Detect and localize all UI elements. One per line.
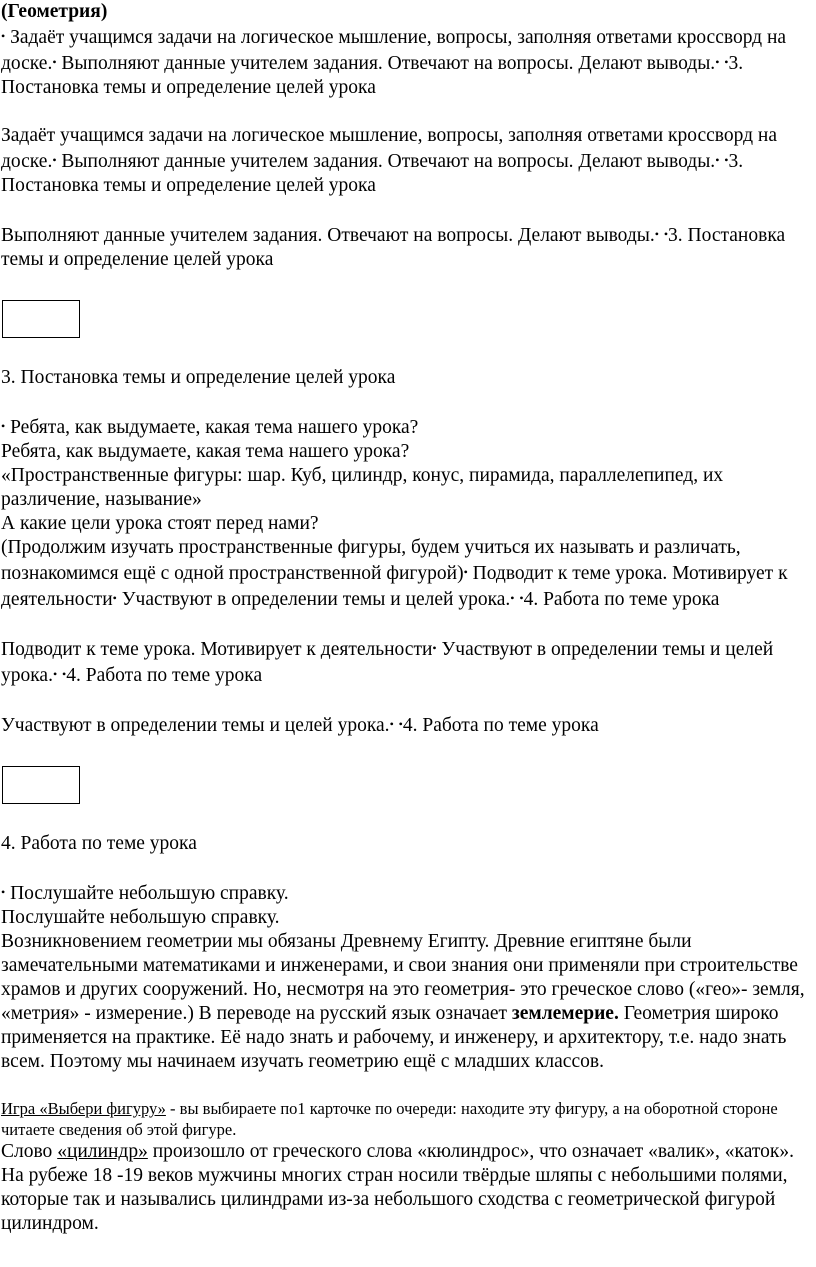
question-1: Ребята, как выдумаете, какая тема нашего урока? [1, 441, 410, 462]
bullet-icon: • [715, 153, 720, 167]
question-bullet: • Ребята, как выдумаете, какая тема нашего урока? [1, 417, 419, 438]
question-2: А какие цели урока стоят перед нами? [1, 513, 319, 534]
geometry-history-paragraph: Возникновением геометрии мы обязаны Древнему Египту. Древние египтяне были замечательными математиками и инженерами, и свои знания они применяли при строительстве храмов и других сооружений. Но, несмотря на это геометрия- это греческое слово («гео»- земля, «метрия» - измерение.) В переводе на русский язык означает землемерие. Геометрия широко применяется на практике. Её надо знать и рабочему, и инженеру, и архитектору, т.е. надо знать всем. Поэтому мы начинаем изучать геометрию ещё с младших классов. [1, 931, 805, 1072]
paragraph-student-activity-1: Выполняют данные учителем задания. Отвечают на вопросы. Делают выводы.• •3. Постановка темы и определение целей урока [1, 225, 786, 270]
bullet-icon: • [724, 55, 729, 69]
bullet-icon: • [398, 717, 403, 731]
cylinder-word: «цилиндр» [57, 1141, 148, 1162]
answer-1: «Пространственные фигуры: шар. Куб, цилиндр, конус, пирамида, параллелепипед, их различение, называние» [1, 465, 724, 510]
paragraph-teacher-activity-3: Подводит к теме урока. Мотивирует к деятельности• Участвуют в определении темы и целей урока.• •4. Работа по теме урока [1, 639, 774, 686]
bullet-icon: • [663, 227, 669, 241]
game-paragraph: Игра «Выбери фигуру» - вы выбираете по1 карточке по очереди: находите эту фигуру, а на оборотной стороне читаете сведения об этой фигуре. [1, 1099, 778, 1139]
section-3-title: 3. Постановка темы и определение целей урока [1, 367, 396, 388]
bullet-icon: • [654, 227, 659, 241]
bullet-icon: • [463, 565, 468, 579]
listen-line: Послушайте небольшую справку. [1, 907, 280, 928]
empty-table-cell [2, 766, 80, 804]
paragraph-student-activity-2: Участвуют в определении темы и целей урока.• •4. Работа по теме урока [1, 715, 599, 736]
bullet-icon: • [1, 29, 6, 43]
paragraph-teacher-activity-2: Задаёт учащимся задачи на логическое мышление, вопросы, заполняя ответами кроссворд на доске.• Выполняют данные учителем задания. Отвечают на вопросы. Делают выводы.• •3. Постановка темы и определение целей урока [1, 125, 777, 196]
bullet-icon: • [52, 153, 57, 167]
bullet-icon: • [52, 667, 58, 681]
bullet-icon: • [510, 591, 515, 605]
empty-table-cell [2, 300, 80, 338]
cylinder-paragraph: Слово «цилиндр» произошло от греческого слова «кюлиндрос», что означает «валик», «каток». На рубеже 18 -19 веков мужчины многих стран носили твёрдые шляпы с небольшими полями, которые так и назывались цилиндрами из-за небольшого сходства с геометрической фигурой цилиндром. [1, 1141, 795, 1234]
bullet-icon: • [389, 717, 394, 731]
answer-2: (Продолжим изучать пространственные фигуры, будем учиться их называть и различать, познакомимся ещё с одной пространственной фигурой)• Подводит к теме урока. Мотивирует к деятельности• Участвуют в определении темы и целей урока.• •4. Работа по теме урока [1, 537, 788, 610]
bullet-icon: • [112, 591, 117, 605]
bullet-icon: • [62, 667, 67, 681]
game-title: Игра «Выбери фигуру» [1, 1099, 166, 1118]
bullet-icon: • [1, 885, 6, 899]
paragraph-teacher-activity-1: • Задаёт учащимся задачи на логическое мышление, вопросы, заполняя ответами кроссворд на доске.• Выполняют данные учителем задания. Отвечают на вопросы. Делают выводы.• •3. Постановка темы и определение целей урока [1, 27, 787, 98]
heading: (Геометрия) [1, 1, 108, 22]
bullet-icon: • [52, 55, 57, 69]
bullet-icon: • [1, 419, 6, 433]
bullet-icon: • [432, 641, 437, 655]
bullet-icon: • [519, 591, 524, 605]
bullet-icon: • [715, 55, 720, 69]
section-4-title: 4. Работа по теме урока [1, 833, 197, 854]
listen-bullet: • Послушайте небольшую справку. [1, 883, 289, 904]
bullet-icon: • [724, 153, 729, 167]
